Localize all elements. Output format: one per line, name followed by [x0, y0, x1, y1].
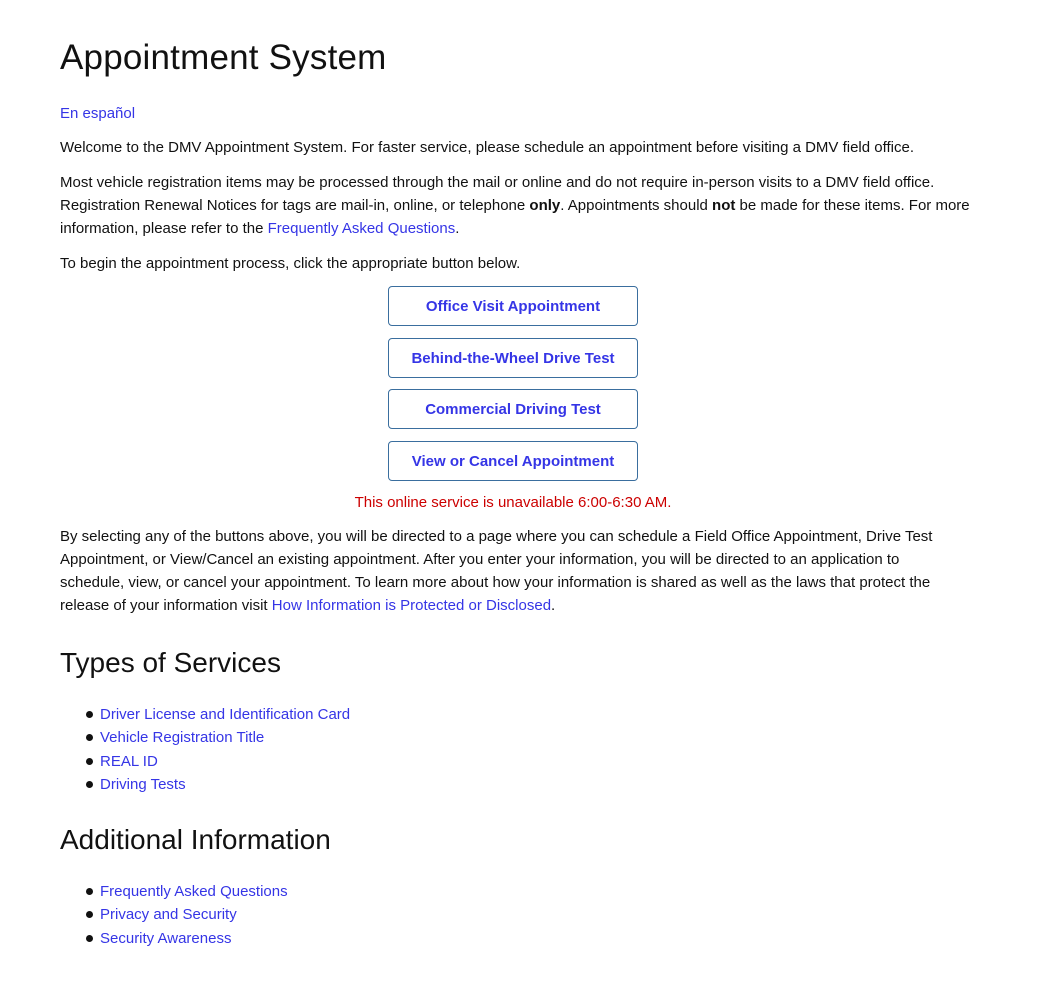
office-visit-appointment-button[interactable]: Office Visit Appointment — [388, 286, 638, 326]
list-item — [60, 880, 288, 903]
bullet-icon — [86, 711, 93, 718]
registration-text-part2: . Appointments should — [560, 197, 713, 214]
appointment-button-group — [388, 286, 638, 492]
list-item — [60, 750, 350, 773]
faq-inline-link[interactable]: Frequently Asked Questions — [267, 220, 456, 237]
additional-link-security-awareness[interactable]: Security Awareness — [100, 929, 232, 947]
view-cancel-appointment-button[interactable]: View or Cancel Appointment — [388, 441, 638, 481]
list-item — [60, 903, 288, 926]
registration-info-text — [60, 171, 980, 240]
list-item — [60, 773, 350, 796]
spanish-language-link[interactable]: En español — [60, 105, 136, 122]
bullet-icon — [86, 758, 93, 765]
registration-emphasis-not: not — [712, 197, 736, 214]
additional-info-list — [60, 880, 288, 950]
additional-information-heading: Additional Information — [60, 824, 331, 855]
bullet-icon — [86, 888, 93, 895]
welcome-text: Welcome to the DMV Appointment System. For faster service, please schedule an appointment before visiting a DMV field office. — [60, 139, 915, 156]
bullet-icon — [86, 734, 93, 741]
service-link-driver-license[interactable]: Driver License and Identification Card — [100, 706, 351, 723]
registration-text-end: . — [455, 220, 460, 237]
registration-text-part3: be made for these items. For more information, please refer to the — [60, 197, 970, 237]
behind-the-wheel-drive-test-button[interactable]: Behind-the-Wheel Drive Test — [388, 338, 638, 378]
commercial-driving-test-button[interactable]: Commercial Driving Test — [388, 389, 638, 429]
bullet-icon — [86, 935, 93, 942]
list-item — [60, 726, 350, 749]
registration-emphasis-only: only — [529, 197, 561, 214]
disclosure-text — [60, 525, 950, 617]
page-title: Appointment System — [60, 38, 387, 77]
list-item — [60, 927, 288, 950]
information-protected-link[interactable]: How Information is Protected or Disclosed — [271, 597, 552, 614]
services-list — [60, 703, 350, 796]
disclosure-body: By selecting any of the buttons above, you will be directed to a page where you can schedule a Field Office Appointment, Drive Test Appointment, or View/Cancel an existing appointment. After you enter your information, you will be directed to an application to schedule, view, or cancel your appointment. To learn more about how your information is shared as well as the laws that protect the release of your information visit — [60, 528, 933, 614]
registration-text-part1: Most vehicle registration items may be processed through the mail or online and do not require in-person visits to a DMV field office. Registration Renewal Notices for tags are mail-in, online, or telephone — [60, 174, 935, 214]
bullet-icon — [86, 781, 93, 788]
service-link-real-id[interactable]: REAL ID — [100, 752, 158, 770]
begin-instructions-text: To begin the appointment process, click the appropriate button below. — [60, 255, 521, 272]
page — [0, 0, 1050, 78]
service-link-driving-tests[interactable]: Driving Tests — [100, 775, 186, 793]
additional-link-privacy-security[interactable]: Privacy and Security — [100, 906, 237, 924]
types-of-services-heading: Types of Services — [60, 647, 281, 678]
bullet-icon — [86, 911, 93, 918]
disclosure-end: . — [551, 597, 556, 614]
list-item — [60, 703, 350, 726]
additional-link-faq[interactable]: Frequently Asked Questions — [100, 883, 288, 900]
service-link-vehicle-registration[interactable]: Vehicle Registration Title — [100, 729, 265, 747]
service-unavailable-notice: This online service is unavailable 6:00-6:30 AM. — [354, 494, 672, 511]
